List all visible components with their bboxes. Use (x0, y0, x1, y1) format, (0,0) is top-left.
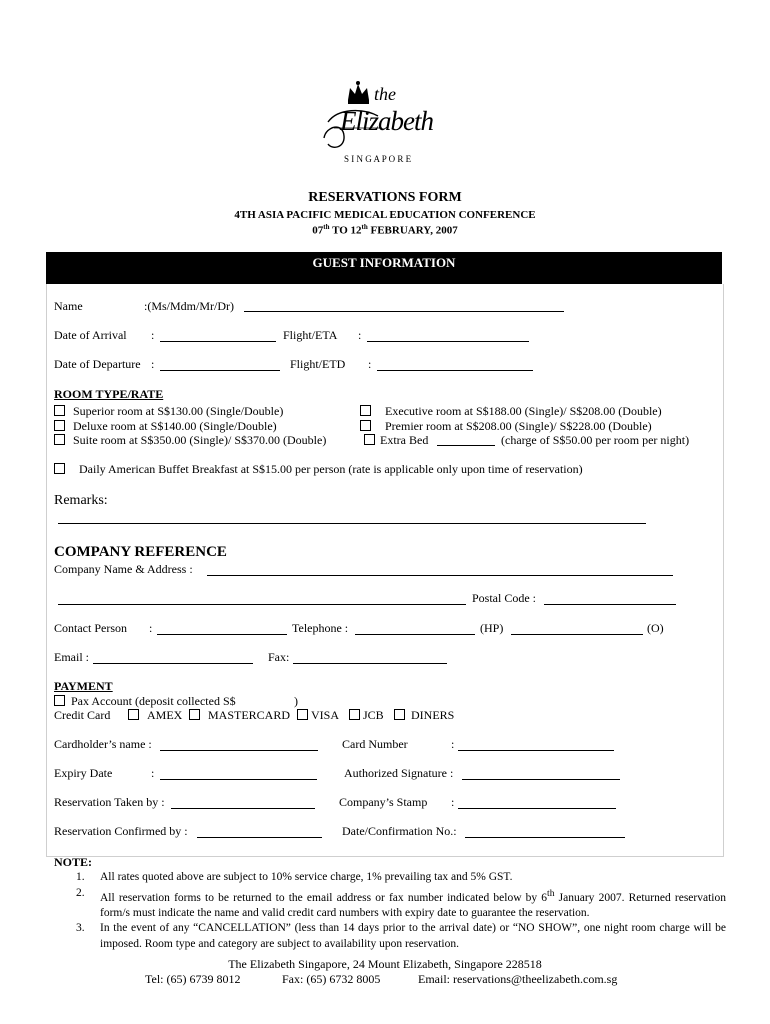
authorized-signature-field[interactable] (462, 779, 620, 780)
card-number-label: Card Number (342, 737, 408, 751)
suite-checkbox[interactable] (54, 434, 65, 445)
breakfast-checkbox[interactable] (54, 463, 65, 474)
card-jcb[interactable]: JCB (349, 708, 384, 723)
hp-label: (HP) (480, 621, 504, 635)
conference-dates: 07th TO 12th FEBRUARY, 2007 (312, 223, 458, 237)
card-diners[interactable]: DINERS (394, 708, 454, 723)
card-visa[interactable]: VISA (297, 708, 339, 723)
etd-colon: : (368, 357, 372, 371)
confirmed-by-field[interactable] (197, 837, 322, 838)
footer-tel: Tel: (65) 6739 8012 (145, 972, 241, 986)
postal-code-label: Postal Code : (472, 591, 537, 605)
name-field[interactable] (244, 311, 564, 312)
company-heading: COMPANY REFERENCE (54, 544, 227, 560)
logo-name: Elizabeth (340, 106, 433, 136)
departure-date-field[interactable] (160, 370, 280, 371)
company-name-label: Company Name & Address : (54, 562, 193, 576)
premier-checkbox[interactable] (360, 420, 371, 431)
expiry-label: Expiry Date (54, 766, 113, 780)
conference-name: 4TH ASIA PACIFIC MEDICAL EDUCATION CONFERENCE (234, 209, 536, 221)
departure-colon: : (151, 357, 155, 371)
extra-bed-field[interactable] (437, 445, 495, 446)
room-deluxe[interactable]: Deluxe room at S$140.00 (Single/Double) (54, 419, 277, 434)
company-stamp-field[interactable] (458, 808, 616, 809)
breakfast-option[interactable]: Daily American Buffet Breakfast at S$15.00 per person (rate is applicable only upon time of reservation) (54, 462, 583, 477)
payment-heading: PAYMENT (54, 679, 113, 693)
credit-card-label: Credit Card (54, 708, 111, 722)
pax-close: ) (294, 694, 298, 708)
telephone-office-field[interactable] (511, 634, 643, 635)
cardholder-field[interactable] (160, 750, 318, 751)
departure-label: Date of Departure (54, 357, 141, 371)
flight-etd-field[interactable] (377, 370, 533, 371)
office-label: (O) (647, 621, 664, 635)
name-label: Name (54, 299, 83, 313)
deluxe-checkbox[interactable] (54, 420, 65, 431)
room-suite[interactable]: Suite room at S$350.00 (Single)/ S$370.00 (Double) (54, 433, 326, 448)
note-item: 1. All rates quoted above are subject to 10% service charge, 1% prevailing tax and 5% GST. (76, 871, 513, 883)
authorized-signature-label: Authorized Signature : (344, 766, 454, 780)
note-heading: NOTE: (54, 855, 93, 869)
superior-checkbox[interactable] (54, 405, 65, 416)
footer-fax: Fax: (65) 6732 8005 (282, 972, 381, 986)
logo-the: the (374, 84, 396, 104)
footer-address: The Elizabeth Singapore, 24 Mount Elizabeth, Singapore 228518 (228, 957, 542, 971)
company-stamp-label: Company’s Stamp (339, 795, 428, 809)
jcb-checkbox[interactable] (349, 709, 360, 720)
arrival-date-field[interactable] (160, 341, 276, 342)
postal-code-field[interactable] (544, 604, 676, 605)
email-field[interactable] (93, 663, 253, 664)
contact-person-field[interactable] (157, 634, 287, 635)
flight-etd-label: Flight/ETD (290, 357, 346, 371)
mastercard-checkbox[interactable] (189, 709, 200, 720)
remarks-label: Remarks: (54, 493, 108, 508)
flight-eta-label: Flight/ETA (283, 328, 338, 342)
stamp-colon: : (451, 795, 455, 809)
contact-person-label: Contact Person (54, 621, 127, 635)
card-mastercard[interactable]: MASTERCARD (189, 708, 290, 723)
arrival-colon: : (151, 328, 155, 342)
room-premier[interactable]: Premier room at S$208.00 (Single)/ S$228.00 (Double) (360, 419, 652, 434)
name-prefix: :(Ms/Mdm/Mr/Dr) (144, 299, 234, 313)
extra-bed-checkbox[interactable] (364, 434, 375, 445)
date-confirmation-field[interactable] (465, 837, 625, 838)
note-item: 3. In the event of any “CANCELLATION” (less than 14 days prior to the arrival date) or “NO SHOW”, one night room charge will be imposed. Room type and category are subject to availability upon reservation. (76, 922, 726, 950)
footer-email[interactable]: Email: reservations@theelizabeth.com.sg (418, 972, 618, 986)
card-amex[interactable]: AMEX (128, 708, 182, 723)
hotel-logo (318, 78, 454, 168)
taken-by-label: Reservation Taken by : (54, 795, 165, 809)
confirmed-by-label: Reservation Confirmed by : (54, 824, 188, 838)
date-confirmation-label: Date/Confirmation No.: (342, 824, 457, 838)
room-superior[interactable]: Superior room at S$130.00 (Single/Double) (54, 404, 283, 419)
cardholder-label: Cardholder’s name : (54, 737, 152, 751)
email-label: Email : (54, 650, 89, 664)
fax-field[interactable] (293, 663, 447, 664)
telephone-hp-field[interactable] (355, 634, 475, 635)
diners-checkbox[interactable] (394, 709, 405, 720)
expiry-colon: : (151, 766, 155, 780)
company-address-field[interactable] (58, 604, 466, 605)
contact-colon: : (149, 621, 153, 635)
guest-information-header: GUEST INFORMATION (46, 252, 722, 284)
extra-bed-note: (charge of S$50.00 per room per night) (501, 433, 690, 447)
fax-label: Fax: (268, 650, 290, 664)
pax-account-option[interactable]: Pax Account (deposit collected S$ (54, 694, 236, 709)
flight-eta-field[interactable] (367, 341, 529, 342)
taken-by-field[interactable] (171, 808, 315, 809)
form-title: RESERVATIONS FORM (308, 190, 462, 205)
room-executive[interactable]: Executive room at S$188.00 (Single)/ S$208.00 (Double) (360, 404, 662, 419)
remarks-field[interactable] (58, 523, 646, 524)
eta-colon: : (358, 328, 362, 342)
card-number-field[interactable] (458, 750, 614, 751)
logo-place: S I N G A P O R E (344, 154, 412, 164)
arrival-label: Date of Arrival (54, 328, 127, 342)
executive-checkbox[interactable] (360, 405, 371, 416)
visa-checkbox[interactable] (297, 709, 308, 720)
room-type-heading: ROOM TYPE/RATE (54, 387, 164, 401)
company-name-field[interactable] (207, 575, 673, 576)
expiry-field[interactable] (160, 779, 317, 780)
extra-bed[interactable]: Extra Bed (364, 433, 428, 448)
note-item: 2. All reservation forms to be returned to the email address or fax number indicated below by 6th January 2007. Returned reservation form/s must indicate the name and valid credit card numbers with expiry date to guarantee the reservation. (76, 886, 726, 919)
pax-account-checkbox[interactable] (54, 695, 65, 706)
amex-checkbox[interactable] (128, 709, 139, 720)
telephone-label: Telephone : (292, 621, 349, 635)
note-list (76, 870, 726, 952)
card-number-colon: : (451, 737, 455, 751)
